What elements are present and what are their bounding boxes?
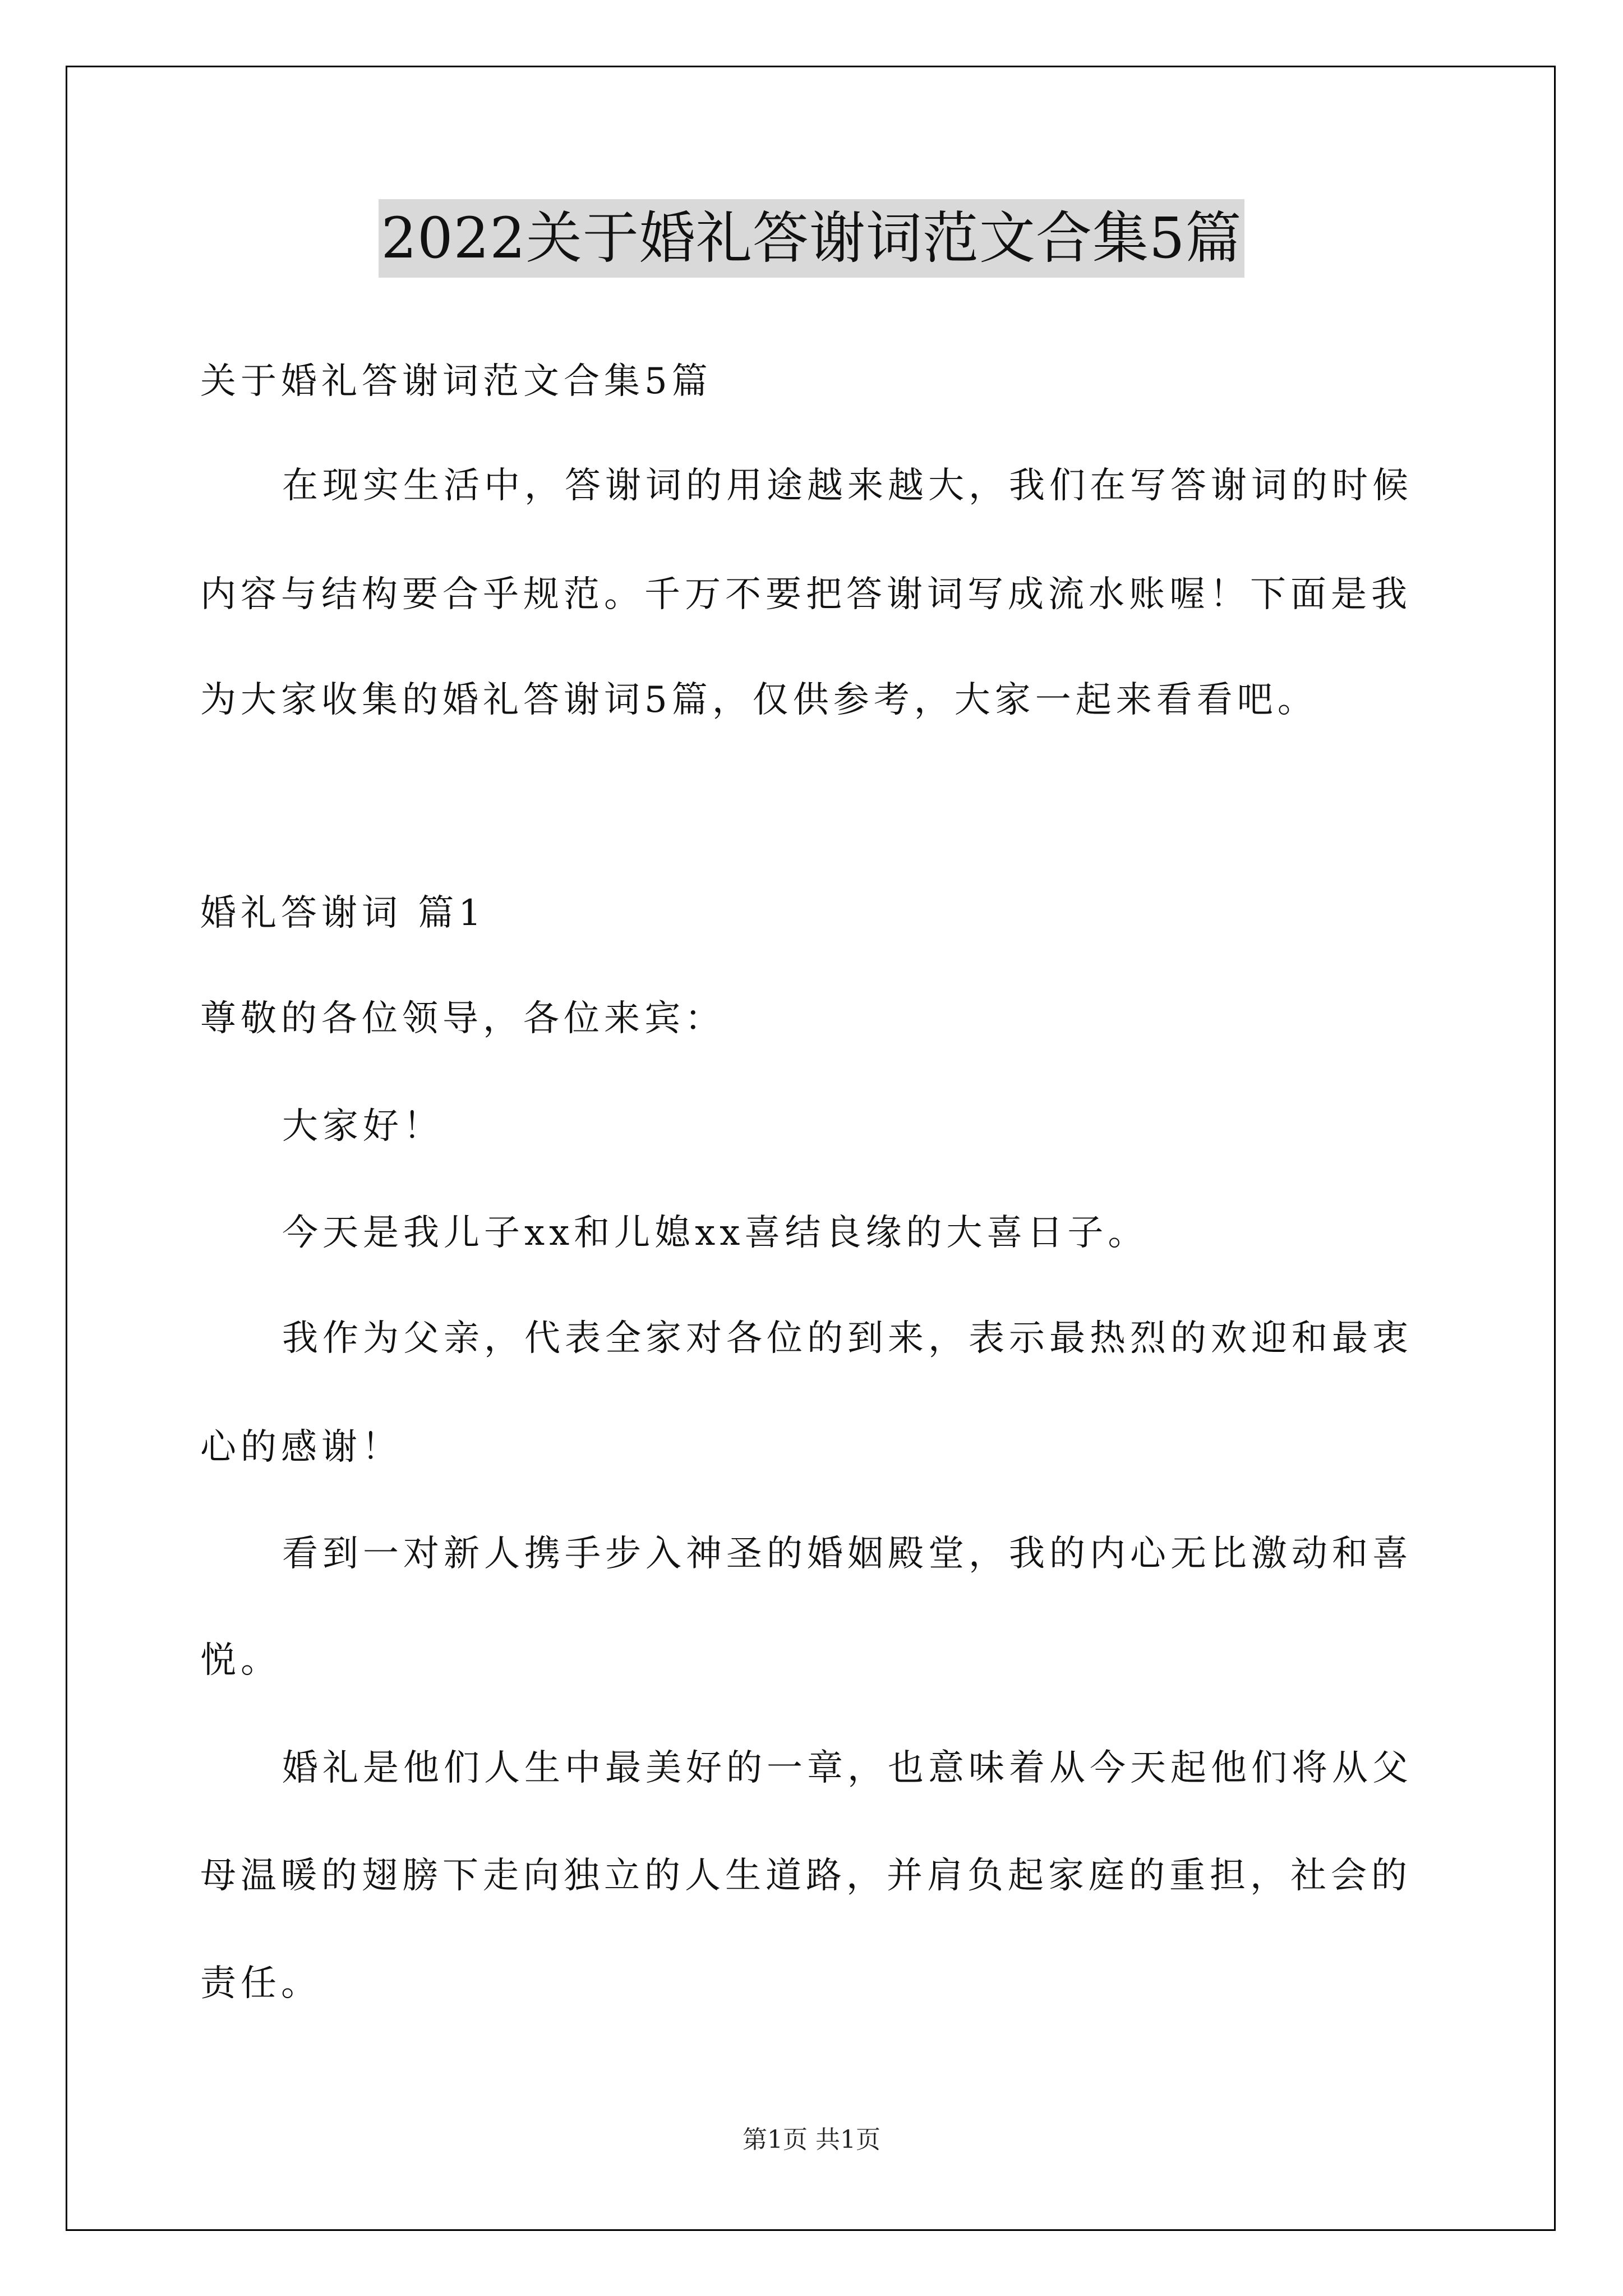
body-paragraph-3-line-1: 我作为父亲，代表全家对各位的到来，表示最热烈的欢迎和最衷 [282,1318,1413,1359]
body-paragraph-4-line-2: 悦。 [200,1640,281,1681]
body-paragraph-1: 大家好！ [282,1106,444,1147]
body-paragraph-5-line-3: 责任。 [200,1963,321,2004]
intro-line-1: 在现实生活中，答谢词的用途越来越大，我们在写答谢词的时候 [282,465,1413,507]
salutation: 尊敬的各位领导，各位来宾： [200,998,725,1039]
body-paragraph-5-line-2: 母温暖的翅膀下走向独立的人生道路，并肩负起家庭的重担，社会的 [200,1855,1412,1897]
intro-line-3: 为大家收集的婚礼答谢词5篇，仅供参考，大家一起来看看吧。 [200,679,1318,721]
body-paragraph-2: 今天是我儿子xx和儿媳xx喜结良缘的大喜日子。 [282,1212,1149,1254]
page-footer: 第1页 共1页 [743,2125,880,2154]
body-paragraph-3-line-2: 心的感谢！ [200,1427,402,1468]
body-paragraph-5-line-1: 婚礼是他们人生中最美好的一章，也意味着从今天起他们将从父 [282,1747,1413,1789]
document-subtitle: 关于婚礼答谢词范文合集5篇 [200,361,712,402]
body-paragraph-4-line-1: 看到一对新人携手步入神圣的婚姻殿堂，我的内心无比激动和喜 [282,1533,1413,1575]
section-heading: 婚礼答谢词 篇1 [200,892,486,934]
document-title: 2022关于婚礼答谢词范文合集5篇 [379,199,1244,278]
intro-line-2: 内容与结构要合乎规范。千万不要把答谢词写成流水账喔！下面是我 [200,574,1412,615]
title-container [0,199,1623,278]
